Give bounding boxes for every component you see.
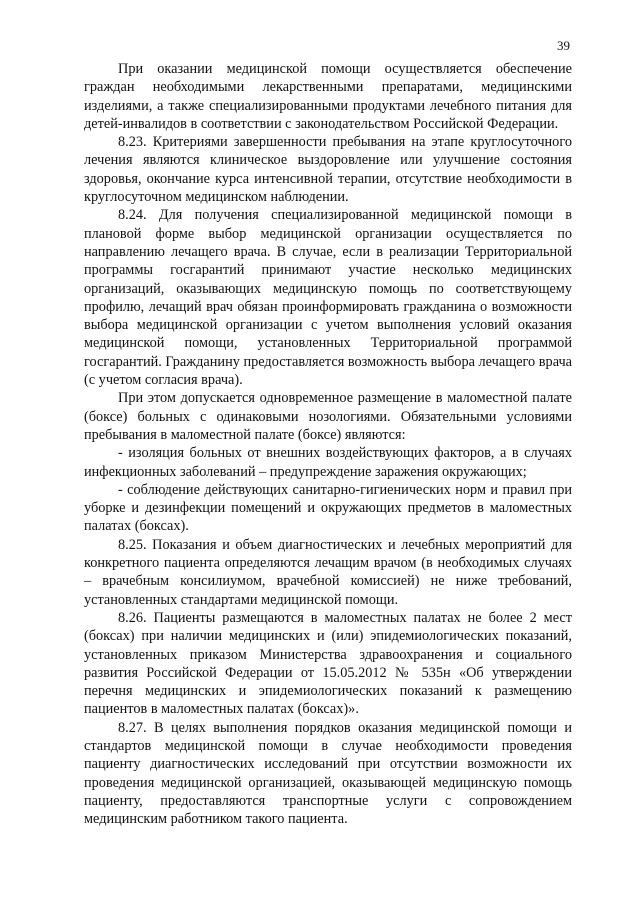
- list-item: - соблюдение действующих санитарно-гигиенических норм и правил при уборке и дезинфекции помещений и окружающих предметов в маломестных палатах (боксах).: [84, 481, 572, 535]
- paragraph: При этом допускается одновременное размещение в маломестной палате (боксе) больных с одинаковыми нозологиями. Обязательными условиями пребывания в маломестной палате (боксе) являются:: [84, 390, 572, 443]
- paragraph-8-23: 8.23. Критериями завершенности пребывания на этапе круглосуточного лечения являются клиническое выздоровление или улучшение состояния здоровья, окончание курса интенсивной терапии, отсутствие необходимости в круглосуточном медицинском наблюдении.: [84, 134, 572, 206]
- paragraph: При оказании медицинской помощи осуществляется обеспечение граждан необходимыми лекарственными препаратами, медицинскими изделиями, а также специализированными продуктами лечебного питания для детей-инвалидов в соответствии с законодательством Российской Федерации.: [84, 61, 572, 132]
- page-number: 39: [557, 38, 570, 53]
- paragraph-8-25: 8.25. Показания и объем диагностических и лечебных мероприятий для конкретного пациента определяются лечащим врачом (в необходимых случаях – врачебным консилиумом, врачебной комиссией) не ниже требований, установленных стандартами медицинской помощи.: [84, 536, 572, 608]
- paragraph-8-26: 8.26. Пациенты размещаются в маломестных палатах не более 2 мест (боксах) при наличии медицинских и (или) эпидемиологических показаний, установленных приказом Министерства здравоохранения и социального развития Российской Федерации от 15.05.2012 № 535н «Об утверждении перечня медицинских и эпидемиологических показаний к размещению пациентов в маломестных палатах (боксах)».: [84, 609, 572, 718]
- paragraph-8-24: 8.24. Для получения специализированной медицинской помощи в плановой форме выбор медицинской организации осуществляется по направлению лечащего врача. В случае, если в реализации Территориальной программы госгарантий принимают участие несколько медицинских организаций, оказывающих медицинскую помощь по соответствующему профилю, лечащий врач обязан проинформировать гражданина о возможности выбора медицинской организации с учетом выполнения условий оказания медицинской помощи, установленных Территориальной программой госгарантий. Гражданину предоставляется возможность выбора лечащего врача (с учетом согласия врача).: [84, 207, 572, 389]
- list-item: - изоляция больных от внешних воздействующих факторов, а в случаях инфекционных заболеваний – предупреждение заражения окружающих;: [84, 445, 572, 480]
- paragraph-8-27: 8.27. В целях выполнения порядков оказания медицинской помощи и стандартов медицинской помощи в случае необходимости проведения пациенту диагностических исследований при отсутствии возможности их проведения медицинской организацией, оказывающей медицинскую помощь пациенту, предоставляются транспортные услуги с сопровождением медицинским работником такого пациента.: [84, 719, 572, 828]
- body-text: [84, 60, 572, 828]
